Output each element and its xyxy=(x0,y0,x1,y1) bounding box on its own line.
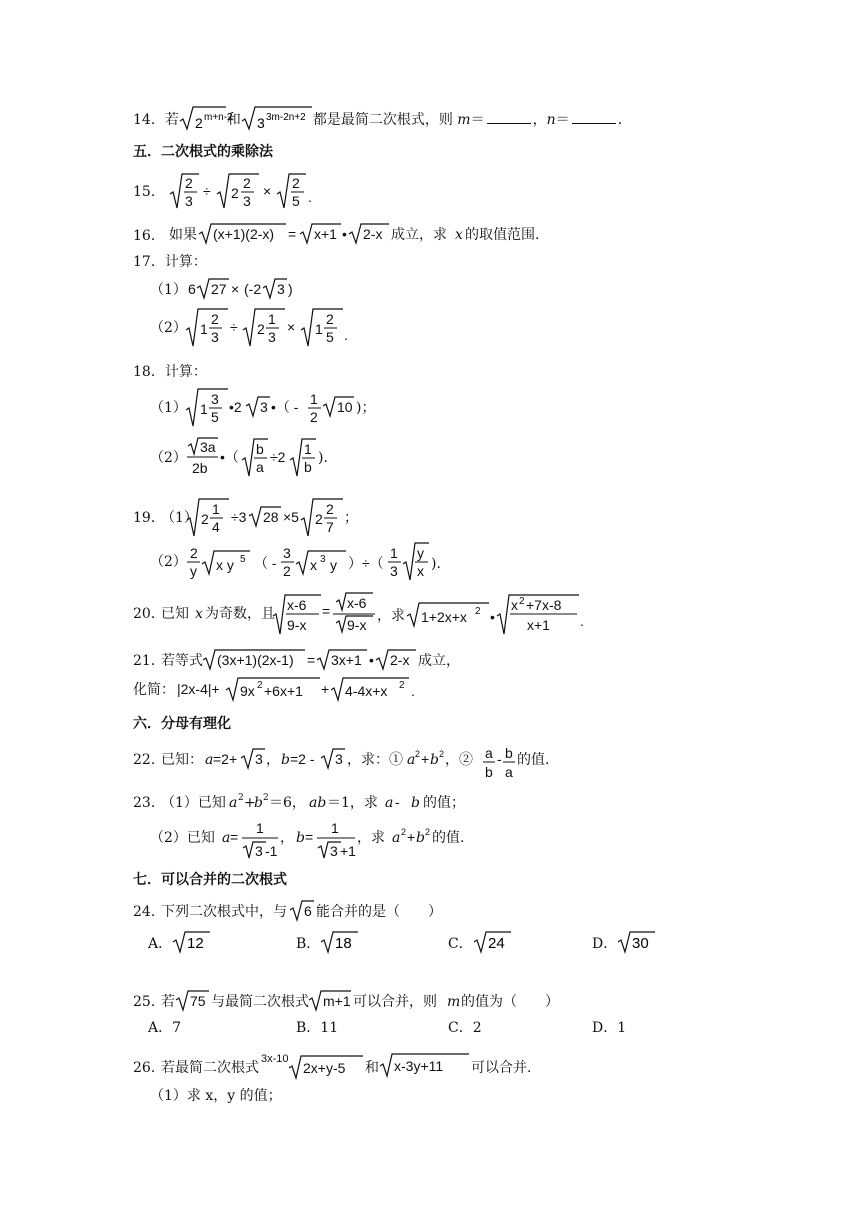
svg-text:=: = xyxy=(288,226,297,242)
svg-text:成立，求: 成立，求 xyxy=(391,227,448,243)
svg-text:下列二次根式中，与: 下列二次根式中，与 xyxy=(161,904,287,920)
svg-text:2: 2 xyxy=(263,793,269,803)
svg-text:2: 2 xyxy=(257,680,263,691)
svg-text:2: 2 xyxy=(243,175,252,191)
svg-text:+: + xyxy=(244,795,256,811)
svg-text:3: 3 xyxy=(185,193,194,209)
svg-text:（2）已知: （2）已知 xyxy=(150,830,215,846)
answer-blank-m[interactable] xyxy=(487,111,531,124)
option-label: D． xyxy=(592,1020,618,1036)
svg-text:x-6: x-6 xyxy=(347,595,367,611)
svg-text:.: . xyxy=(308,189,313,205)
math-expression xyxy=(133,744,613,784)
svg-text:4: 4 xyxy=(212,519,220,535)
svg-text:x: x xyxy=(195,606,203,622)
svg-text:3: 3 xyxy=(320,554,326,565)
svg-text:2b: 2b xyxy=(192,460,208,476)
svg-text:1: 1 xyxy=(200,401,208,417)
svg-text:和: 和 xyxy=(365,1060,379,1076)
svg-text:1: 1 xyxy=(310,391,318,407)
svg-text:=: = xyxy=(305,829,314,845)
svg-text:a: a xyxy=(205,752,214,768)
svg-text:2: 2 xyxy=(211,311,219,327)
svg-text:（2）: （2） xyxy=(150,320,187,336)
svg-text:（2）: （2） xyxy=(150,450,187,466)
question-17-part-1 xyxy=(150,276,320,308)
svg-text:，求: ，求 xyxy=(377,608,405,624)
radical-sign xyxy=(473,930,513,954)
svg-text:4-4x+x: 4-4x+x xyxy=(345,683,388,699)
math-expression xyxy=(133,898,473,924)
radicand: 18 xyxy=(335,935,352,952)
math-expression xyxy=(169,222,599,246)
svg-text:2: 2 xyxy=(185,175,194,191)
svg-text:24．: 24． xyxy=(133,904,165,920)
svg-text:2x+y-5: 2x+y-5 xyxy=(303,1060,346,1076)
svg-text:，: ， xyxy=(280,830,294,846)
var-m: m xyxy=(457,112,471,128)
eq: ＝ xyxy=(555,112,570,128)
svg-text:可以合并.: 可以合并. xyxy=(471,1060,532,1076)
svg-text:3: 3 xyxy=(268,329,276,345)
svg-text:(3x+1)(2x-1): (3x+1)(2x-1) xyxy=(217,652,294,668)
svg-text:2: 2 xyxy=(231,185,240,201)
radical-sign xyxy=(241,106,313,132)
svg-text:×: × xyxy=(287,319,296,335)
svg-text:3: 3 xyxy=(243,193,252,209)
svg-text:÷: ÷ xyxy=(203,183,211,199)
svg-text:•2: •2 xyxy=(229,399,242,415)
question-18 xyxy=(133,362,207,382)
svg-text:3: 3 xyxy=(260,399,268,415)
svg-text:1: 1 xyxy=(200,321,208,337)
svg-text:y: y xyxy=(330,557,337,573)
svg-text:75: 75 xyxy=(190,993,206,1009)
svg-text:).: ). xyxy=(431,556,441,572)
svg-text:5: 5 xyxy=(292,193,301,209)
svg-text:可以合并，则: 可以合并，则 xyxy=(353,994,437,1010)
svg-text:＝1，求: ＝1，求 xyxy=(327,795,378,811)
svg-text:b: b xyxy=(411,795,420,811)
svg-text:的值.: 的值. xyxy=(432,830,465,846)
svg-text:2: 2 xyxy=(283,563,291,579)
radicand: 12 xyxy=(187,935,204,952)
question-23 xyxy=(133,790,553,820)
svg-text:5: 5 xyxy=(240,554,246,565)
math-expression xyxy=(133,988,573,1014)
svg-text:9-x: 9-x xyxy=(287,617,307,633)
math-expression xyxy=(150,540,450,584)
question-26 xyxy=(133,1050,553,1086)
svg-text:•（: •（ xyxy=(220,449,239,465)
question-23-part-2 xyxy=(150,818,490,868)
svg-text:b: b xyxy=(256,441,264,457)
svg-text:5: 5 xyxy=(211,409,219,425)
svg-text:a: a xyxy=(392,830,401,846)
answer-blank-n[interactable] xyxy=(572,111,616,124)
math-expression xyxy=(150,436,360,480)
svg-text:2: 2 xyxy=(519,596,525,607)
radical-sign xyxy=(172,930,212,954)
question-19-part-2 xyxy=(150,540,450,590)
svg-text:÷3: ÷3 xyxy=(231,509,247,525)
svg-text:2: 2 xyxy=(201,511,209,527)
svg-text:；: ； xyxy=(344,510,358,526)
section-heading-6: 六．分母有理化 xyxy=(133,716,231,732)
svg-text:).: ). xyxy=(318,450,328,466)
svg-text:x-6: x-6 xyxy=(287,597,307,613)
svg-text:2: 2 xyxy=(257,321,265,337)
svg-text:19．: 19． xyxy=(133,510,165,526)
question-label: 计算： xyxy=(164,364,207,380)
svg-text:|2x-4|+: |2x-4|+ xyxy=(177,681,220,697)
svg-text:+6x+1: +6x+1 xyxy=(264,683,303,699)
radicand: 24 xyxy=(487,935,505,952)
svg-text:2: 2 xyxy=(292,175,301,191)
question-number: 15． xyxy=(133,184,165,200)
svg-text:x: x xyxy=(417,563,424,579)
svg-text:ab: ab xyxy=(309,795,327,811)
svg-text:（1）: （1） xyxy=(150,400,187,416)
svg-text:a: a xyxy=(256,459,264,475)
svg-text:若: 若 xyxy=(161,994,175,1010)
eq: ＝ xyxy=(470,112,485,128)
svg-text:a: a xyxy=(385,795,394,811)
svg-text:3a: 3a xyxy=(200,439,216,455)
svg-text:x y: x y xyxy=(216,557,234,573)
svg-text:3: 3 xyxy=(335,751,343,767)
svg-text:，: ， xyxy=(266,752,280,768)
svg-text:m+1: m+1 xyxy=(323,993,351,1009)
option-label: A． xyxy=(148,1020,173,1036)
svg-text:3: 3 xyxy=(277,281,285,297)
svg-text:2: 2 xyxy=(439,749,445,759)
svg-text:y: y xyxy=(417,545,424,561)
question-number: 18． xyxy=(133,364,165,380)
math-expression xyxy=(150,276,320,302)
question-14 xyxy=(133,106,622,132)
svg-text:5: 5 xyxy=(326,329,334,345)
svg-text:26．: 26． xyxy=(133,1060,165,1076)
question-17 xyxy=(133,252,207,272)
svg-text:b: b xyxy=(485,764,493,780)
svg-text:2-x: 2-x xyxy=(363,226,383,242)
svg-text:.: . xyxy=(580,613,584,629)
radicand: 2 xyxy=(194,115,203,131)
svg-text:（1）: （1） xyxy=(150,282,187,298)
svg-text:b: b xyxy=(304,459,312,475)
math-expression xyxy=(150,306,360,350)
option-label: A． xyxy=(148,936,173,952)
svg-text:（2）: （2） xyxy=(150,554,187,570)
option-b[interactable] xyxy=(296,930,360,954)
question-number: 17． xyxy=(133,254,165,270)
svg-text:×5: ×5 xyxy=(283,509,299,525)
svg-text:已知: 已知 xyxy=(161,606,189,622)
option-value: 1 xyxy=(617,1020,627,1036)
svg-text:与最简二次根式: 与最简二次根式 xyxy=(211,994,309,1010)
svg-text:b: b xyxy=(296,830,305,846)
comma: ， xyxy=(532,112,547,128)
question-24 xyxy=(133,898,473,930)
svg-text:2: 2 xyxy=(415,749,421,759)
svg-text:+7x-8: +7x-8 xyxy=(526,597,562,613)
svg-text:3: 3 xyxy=(390,563,398,579)
svg-text:10: 10 xyxy=(337,399,353,415)
option-label: D． xyxy=(592,936,618,952)
svg-text:•（ -: •（ - xyxy=(271,399,299,415)
svg-text:×: × xyxy=(231,281,240,297)
svg-text:2: 2 xyxy=(475,606,481,617)
option-d[interactable] xyxy=(592,930,657,954)
svg-text:为奇数，且: 为奇数，且 xyxy=(205,606,275,622)
question-number: 14． xyxy=(133,112,165,128)
svg-text:a: a xyxy=(222,830,231,846)
math-expression xyxy=(133,496,393,540)
svg-text:x+1: x+1 xyxy=(527,617,550,633)
question-20 xyxy=(133,592,593,644)
svg-text:b: b xyxy=(416,830,425,846)
svg-text:）÷（: ）÷（ xyxy=(348,555,384,571)
svg-text:(-2: (-2 xyxy=(244,281,262,297)
option-value: 7 xyxy=(172,1020,182,1036)
math-expression xyxy=(150,818,490,862)
svg-text:21．: 21． xyxy=(133,653,165,669)
svg-text:2: 2 xyxy=(401,827,407,837)
svg-text:的取值范围.: 的取值范围. xyxy=(465,227,540,243)
svg-text:1: 1 xyxy=(268,311,276,327)
svg-text:(x+1)(2-x): (x+1)(2-x) xyxy=(213,226,275,242)
svg-text:＝6，: ＝6， xyxy=(269,795,306,811)
question-17-part-2 xyxy=(150,306,360,356)
svg-text:a: a xyxy=(229,795,238,811)
svg-text:=: = xyxy=(307,652,316,668)
option-a[interactable] xyxy=(148,1018,181,1038)
svg-text:1: 1 xyxy=(315,321,323,337)
svg-text:x: x xyxy=(310,557,317,573)
svg-text:3: 3 xyxy=(211,391,219,407)
option-label: C． xyxy=(448,1020,473,1036)
option-value: 11 xyxy=(320,1020,339,1036)
svg-text:): ) xyxy=(288,281,293,297)
section-heading-5: 五．二次根式的乘除法 xyxy=(133,144,273,160)
q14-pre: 若 xyxy=(164,112,179,128)
exponent: m+n-2 xyxy=(203,112,233,123)
svg-text:b: b xyxy=(505,745,513,761)
svg-text:m: m xyxy=(447,994,461,1010)
svg-text:-: - xyxy=(395,795,400,811)
question-18-part-2 xyxy=(150,436,360,486)
svg-text:)；: )； xyxy=(356,400,376,416)
svg-text:能合并的是（ ）: 能合并的是（ ） xyxy=(316,904,442,920)
radical-sign xyxy=(617,930,657,954)
svg-text:3: 3 xyxy=(211,329,219,345)
question-22 xyxy=(133,744,613,790)
svg-text:.: . xyxy=(411,683,415,699)
part-text: （1）求 x，y 的值； xyxy=(150,1088,282,1104)
svg-text:b: b xyxy=(430,752,439,768)
svg-text:+: + xyxy=(421,751,430,767)
question-number: 16． xyxy=(133,228,165,244)
svg-text:y: y xyxy=(190,563,197,579)
q14-and: 和 xyxy=(226,112,241,128)
svg-text:（1）已知: （1）已知 xyxy=(161,795,226,811)
option-label: B． xyxy=(296,1020,321,1036)
svg-text:28: 28 xyxy=(263,509,279,525)
svg-text:化简：: 化简： xyxy=(133,682,175,698)
svg-text:（ -: （ - xyxy=(254,555,277,571)
svg-text:b: b xyxy=(254,795,263,811)
svg-text:+: + xyxy=(407,829,416,845)
svg-text:的值为（ ）: 的值为（ ） xyxy=(461,994,559,1010)
svg-text:3x-10: 3x-10 xyxy=(261,1053,289,1065)
svg-text:1: 1 xyxy=(304,441,312,457)
svg-text:3x+1: 3x+1 xyxy=(331,652,362,668)
svg-text:，②: ，② xyxy=(445,752,473,768)
svg-text:-: - xyxy=(497,751,502,767)
svg-text:1: 1 xyxy=(390,545,398,561)
q14-post: 都是最简二次根式，则 xyxy=(312,112,453,128)
option-c[interactable] xyxy=(448,1018,482,1038)
math-expression xyxy=(133,592,593,638)
question-label: 计算： xyxy=(164,254,207,270)
question-21-simplify xyxy=(133,674,433,710)
svg-text:已知：: 已知： xyxy=(161,752,203,768)
svg-text:3: 3 xyxy=(330,843,338,859)
radicand: 30 xyxy=(632,935,649,952)
svg-text:÷: ÷ xyxy=(230,319,238,335)
svg-text:6: 6 xyxy=(304,903,312,919)
svg-text:2: 2 xyxy=(425,827,431,837)
math-expression xyxy=(169,172,349,210)
svg-text:1: 1 xyxy=(212,501,220,517)
svg-text:2: 2 xyxy=(326,311,334,327)
svg-text:7: 7 xyxy=(326,519,334,535)
option-c[interactable] xyxy=(448,930,513,954)
option-label: B． xyxy=(296,936,321,952)
question-16 xyxy=(133,222,599,246)
svg-text:9-x: 9-x xyxy=(347,617,367,633)
svg-text:，求：①: ，求：① xyxy=(347,752,403,768)
math-expression xyxy=(133,1050,553,1080)
option-label: C． xyxy=(448,936,473,952)
svg-text:a: a xyxy=(485,745,493,761)
svg-text:×: × xyxy=(263,183,272,199)
math-expression xyxy=(150,386,380,430)
svg-text:的值.: 的值. xyxy=(517,752,550,768)
svg-text:=2 -: =2 - xyxy=(290,751,315,767)
radicand: 3 xyxy=(256,115,265,131)
svg-text:+1: +1 xyxy=(340,843,356,859)
svg-text:3: 3 xyxy=(283,545,291,561)
svg-text:b: b xyxy=(281,752,290,768)
svg-text:-1: -1 xyxy=(265,843,278,859)
svg-text:.: . xyxy=(344,327,348,343)
question-26-part-1 xyxy=(150,1086,282,1106)
section-heading-7: 七．可以合并的二次根式 xyxy=(133,872,287,888)
svg-text:•: • xyxy=(342,226,348,242)
svg-text:2: 2 xyxy=(190,545,198,561)
svg-text:+: + xyxy=(321,681,330,697)
radical-sign xyxy=(179,106,233,132)
svg-text:（1）: （1） xyxy=(161,510,198,526)
svg-text:2: 2 xyxy=(399,680,405,691)
svg-text:x: x xyxy=(455,227,464,243)
var-n: n xyxy=(546,112,556,128)
svg-text:2-x: 2-x xyxy=(390,652,410,668)
radical-sign xyxy=(320,930,360,954)
svg-text:2: 2 xyxy=(238,793,244,803)
svg-text:1: 1 xyxy=(256,820,264,836)
svg-text:27: 27 xyxy=(211,281,227,297)
svg-text:的值；: 的值； xyxy=(423,795,465,811)
svg-text:•: • xyxy=(490,609,495,625)
svg-text:a: a xyxy=(505,764,513,780)
svg-text:如果: 如果 xyxy=(169,227,198,243)
math-expression xyxy=(133,790,553,814)
svg-text:2: 2 xyxy=(315,511,323,527)
svg-text:3: 3 xyxy=(255,751,263,767)
svg-text:若等式: 若等式 xyxy=(161,653,203,669)
math-expression xyxy=(133,648,513,672)
exponent: 3m-2n+2 xyxy=(265,112,306,123)
svg-text:22．: 22． xyxy=(133,752,165,768)
option-a[interactable] xyxy=(148,930,212,954)
option-b[interactable] xyxy=(296,1018,338,1038)
question-15 xyxy=(133,172,349,210)
svg-text:=2+: =2+ xyxy=(213,751,238,767)
svg-text:成立，: 成立， xyxy=(418,653,460,669)
svg-text:25．: 25． xyxy=(133,994,165,1010)
svg-text:6: 6 xyxy=(188,281,196,297)
svg-text:2: 2 xyxy=(310,409,318,425)
svg-text:1+2x+x: 1+2x+x xyxy=(421,609,467,625)
svg-text:=: = xyxy=(322,603,331,619)
svg-text:x-3y+11: x-3y+11 xyxy=(394,1058,444,1074)
svg-text:20．: 20． xyxy=(133,606,165,622)
svg-text:3: 3 xyxy=(255,843,263,859)
svg-text:x: x xyxy=(511,597,518,613)
svg-text:9x: 9x xyxy=(240,683,255,699)
option-value: 2 xyxy=(472,1020,482,1036)
period: . xyxy=(617,112,623,128)
option-d[interactable] xyxy=(592,1018,626,1038)
question-19 xyxy=(133,496,393,546)
svg-text:，求: ，求 xyxy=(357,830,385,846)
svg-text:=: = xyxy=(230,829,239,845)
svg-text:2: 2 xyxy=(326,501,334,517)
svg-text:•: • xyxy=(369,652,374,668)
svg-text:x+1: x+1 xyxy=(314,226,338,242)
svg-text:÷2: ÷2 xyxy=(270,449,286,465)
question-18-part-1 xyxy=(150,386,380,436)
svg-text:若最简二次根式: 若最简二次根式 xyxy=(161,1060,259,1076)
question-25 xyxy=(133,988,573,1020)
svg-text:1: 1 xyxy=(331,820,339,836)
svg-text:23．: 23． xyxy=(133,795,165,811)
svg-text:a: a xyxy=(407,752,416,768)
math-expression xyxy=(133,674,433,704)
